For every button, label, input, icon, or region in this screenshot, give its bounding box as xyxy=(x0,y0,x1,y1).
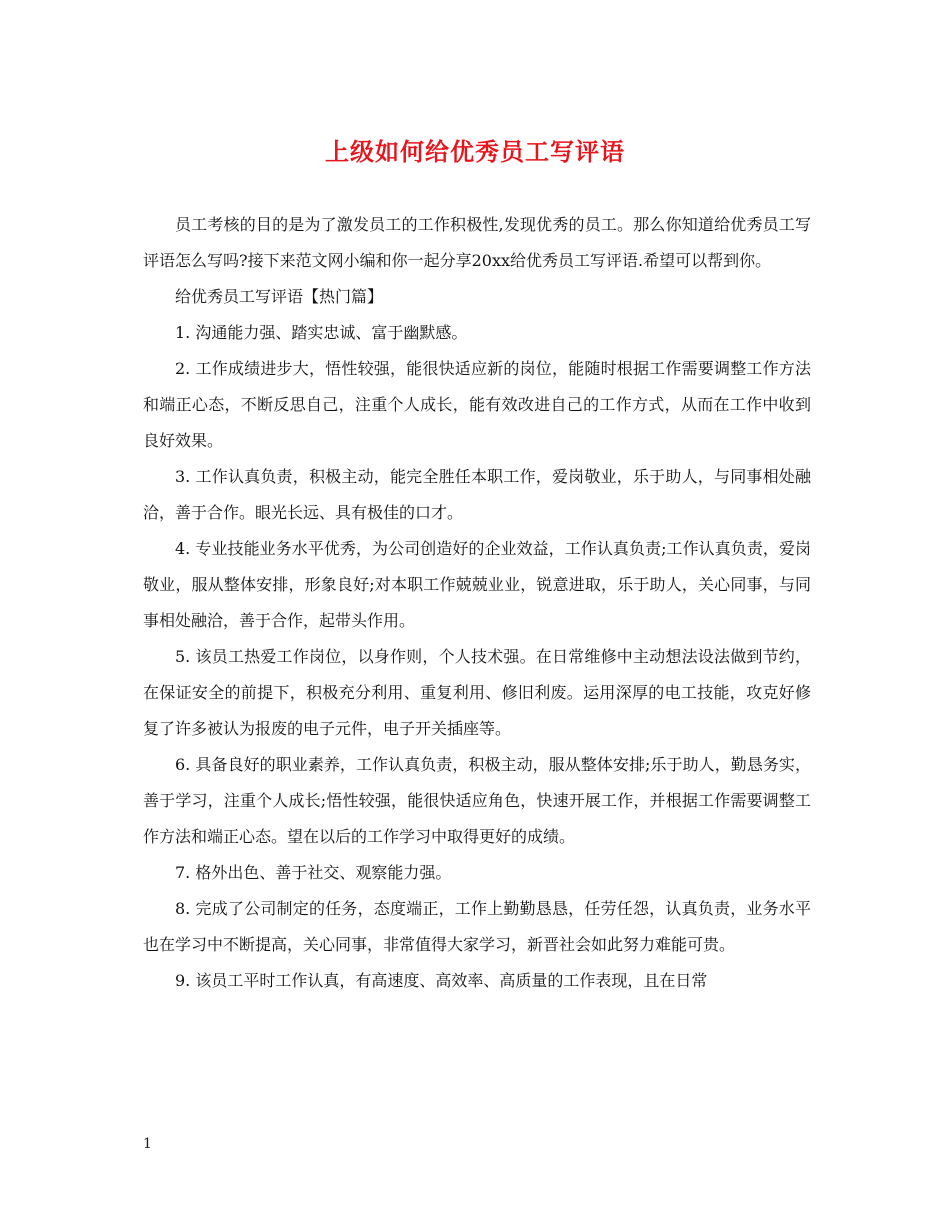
comment-item-3: 3. 工作认真负责，积极主动，能完全胜任本职工作，爱岗敬业，乐于助人，与同事相处融洽，善于合作。眼光长远、具有极佳的口才。 xyxy=(143,467,811,522)
comment-item-9: 9. 该员工平时工作认真，有高速度、高效率、高质量的工作表现，且在日常 xyxy=(175,971,708,990)
document-body xyxy=(143,207,811,999)
comment-item-6: 6. 具备良好的职业素养，工作认真负责，积极主动，服从整体安排;乐于助人，勤恳务实，善于学习，注重个人成长;悟性较强，能很快适应角色，快速开展工作，并根据工作需要调整工作方法和端正心态。望在以后的工作学习中取得更好的成绩。 xyxy=(143,755,811,846)
section-heading: 给优秀员工写评语【热门篇】 xyxy=(175,287,384,306)
comment-item-8: 8. 完成了公司制定的任务，态度端正，工作上勤勤恳恳，任劳任怨，认真负责，业务水平也在学习中不断提高，关心同事，非常值得大家学习，新晋社会如此努力难能可贵。 xyxy=(143,899,811,954)
intro-paragraph: 员工考核的目的是为了激发员工的工作积极性,发现优秀的员工。那么你知道给优秀员工写评语怎么写吗?接下来范文网小编和你一起分享20xx给优秀员工写评语.希望可以帮到你。 xyxy=(143,215,811,270)
page-number: 1 xyxy=(143,1136,152,1152)
comment-item-7: 7. 格外出色、善于社交、观察能力强。 xyxy=(175,863,452,882)
document-title: 上级如何给优秀员工写评语 xyxy=(325,138,625,166)
comment-item-5: 5. 该员工热爱工作岗位，以身作则，个人技术强。在日常维修中主动想法设法做到节约，在保证安全的前提下，积极充分利用、重复利用、修旧利废。运用深厚的电工技能，攻克好修复了许多被认为报废的电子元件，电子开关插座等。 xyxy=(143,647,811,738)
comment-item-1: 1. 沟通能力强、踏实忠诚、富于幽默感。 xyxy=(175,323,468,342)
comment-item-4: 4. 专业技能业务水平优秀，为公司创造好的企业效益，工作认真负责;工作认真负责，爱岗敬业，服从整体安排，形象良好;对本职工作兢兢业业，锐意进取，乐于助人，关心同事，与同事相处融洽，善于合作，起带头作用。 xyxy=(143,539,811,630)
comment-item-2: 2. 工作成绩进步大，悟性较强，能很快适应新的岗位，能随时根据工作需要调整工作方法和端正心态，不断反思自己，注重个人成长，能有效改进自己的工作方式，从而在工作中收到良好效果。 xyxy=(143,359,811,450)
